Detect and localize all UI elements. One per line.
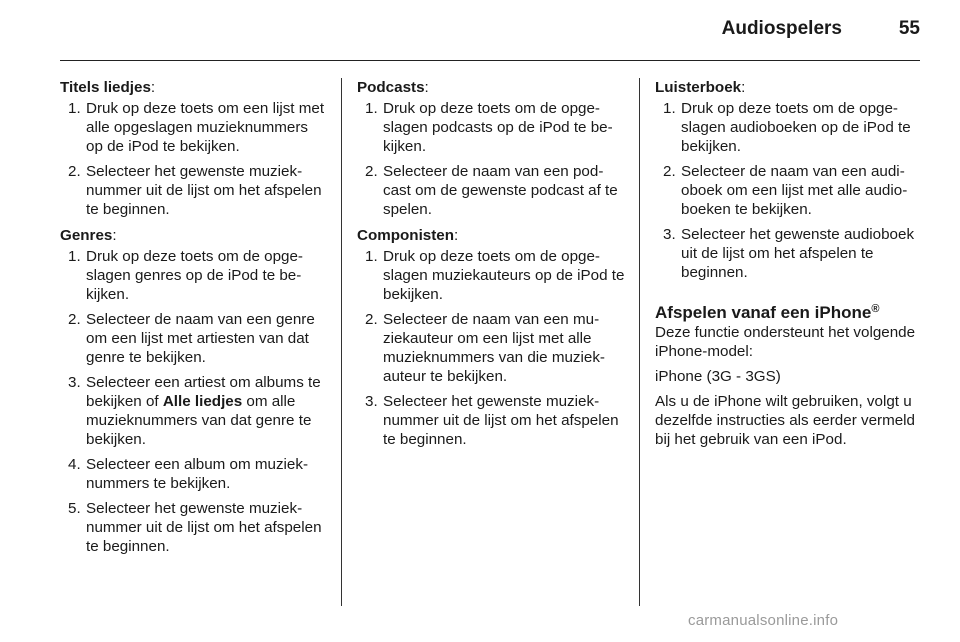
podcasts-steps <box>357 99 625 219</box>
list-item: 1. Druk op deze toets om de opgeslagen podcasts op de iPod te bekijken. <box>365 100 613 155</box>
section-heading-iphone: Afspelen vanaf een iPhone® <box>655 303 880 322</box>
iphone-paragraph-1: Deze functie ondersteunt het volgende iPhone-model: <box>655 324 916 360</box>
list-item: 1. Druk op deze toets om de opgeslagen muziekauteurs op de iPod te bekijken. <box>365 248 625 303</box>
page-header-title: Audiospelers <box>721 18 842 39</box>
list-item: 2. Selecteer de naam van een muziekauteur om een lijst met alle muzieknummers van die muziekauteur te bekijken. <box>365 311 605 385</box>
section-heading-componisten: Componisten: <box>357 227 459 244</box>
list-item: 2. Selecteer de naam van een podcast om de gewenste podcast af te spelen. <box>365 163 618 218</box>
titels-steps <box>60 99 326 219</box>
list-item: 3. Selecteer een artiest om albums te bekijken of Alle liedjes om alle muzieknummers van dat genre te bekijken. <box>68 374 321 448</box>
column-3 <box>655 78 921 455</box>
list-item: 2. Selecteer de naam van een genre om een lijst met artiesten van dat genre te bekijken. <box>68 311 315 366</box>
page-number: 55 <box>898 18 920 39</box>
list-item: 5. Selecteer het gewenste muzieknummer uit de lijst om het afspelen te beginnen. <box>68 500 322 555</box>
column-divider-1 <box>341 78 342 606</box>
column-divider-2 <box>639 78 640 606</box>
iphone-paragraph-2: Als u de iPhone wilt gebruiken, volgt u dezelfde instructies als eerder vermeld bij het gebruik van een iPod. <box>655 393 915 448</box>
list-item: 2. Selecteer de naam van een audioboek om een lijst met alle audioboeken te bekijken. <box>663 163 908 218</box>
list-item: 1. Druk op deze toets om een lijst met alle opgeslagen muzieknummers op de iPod te bekijken. <box>68 100 325 155</box>
list-item: 1. Druk op deze toets om de opgeslagen audioboeken op de iPod te bekijken. <box>663 100 911 155</box>
menu-term-alle-liedjes: Alle liedjes <box>162 393 243 410</box>
list-item: 4. Selecteer een album om muzieknummers te bekijken. <box>68 456 309 492</box>
iphone-model: iPhone (3G - 3GS) <box>655 368 781 385</box>
section-heading-titels: Titels liedjes: <box>60 79 156 96</box>
section-heading-luisterboek: Luisterboek: <box>655 79 746 96</box>
luisterboek-steps <box>655 99 921 282</box>
section-heading-podcasts: Podcasts: <box>357 79 429 96</box>
list-item: 3. Selecteer het gewenste muzieknummer uit de lijst om het afspelen te beginnen. <box>365 393 619 448</box>
list-item: 1. Druk op deze toets om de opgeslagen genres op de iPod te bekijken. <box>68 248 303 303</box>
column-2 <box>357 78 625 456</box>
genres-steps <box>60 247 326 556</box>
list-item: 2. Selecteer het gewenste muzieknummer uit de lijst om het afspelen te beginnen. <box>68 163 322 218</box>
header-divider <box>60 60 920 61</box>
list-item: 3. Selecteer het gewenste audioboek uit de lijst om het afspelen te beginnen. <box>663 226 915 281</box>
section-heading-genres: Genres: <box>60 227 117 244</box>
watermark-text: carmanualsonline.info <box>688 612 839 629</box>
componisten-steps <box>357 247 625 449</box>
column-1 <box>60 78 326 563</box>
